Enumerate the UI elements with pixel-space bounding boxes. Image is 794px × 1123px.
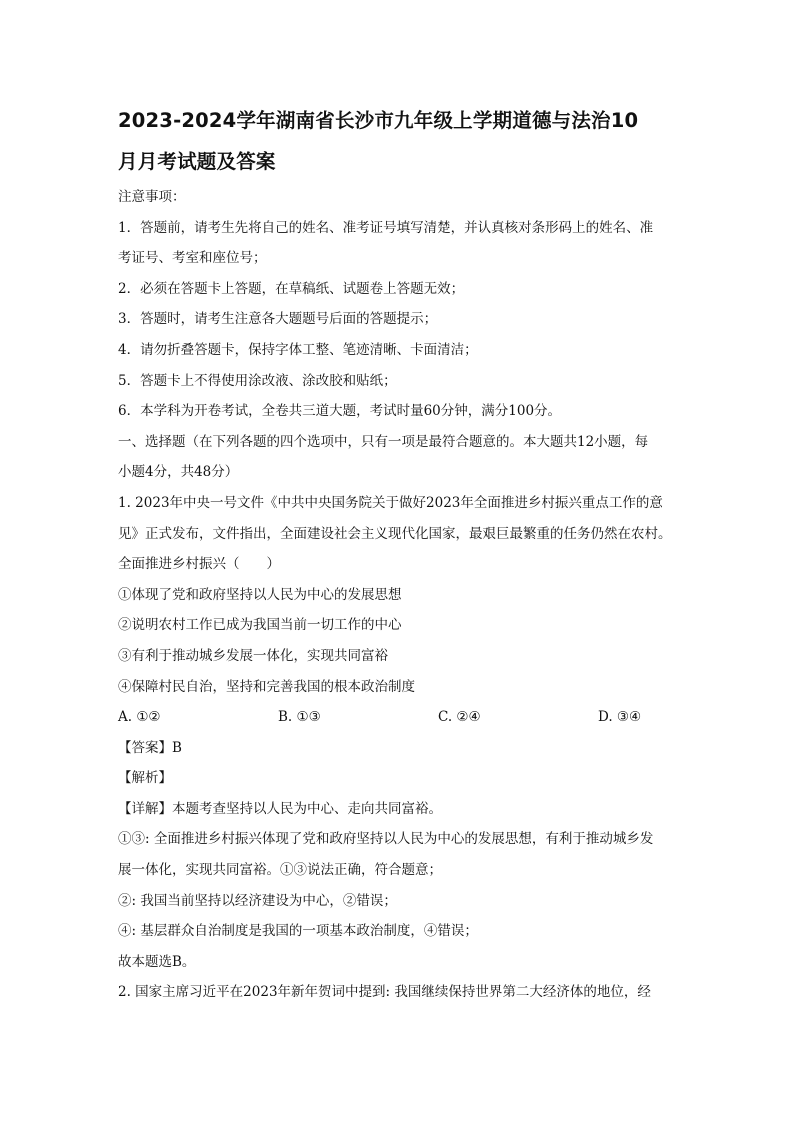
- document-title: [118, 100, 678, 182]
- notice-item: 4．请勿折叠答题卡，保持字体工整、笔迹清晰、卡面清洁；: [118, 341, 478, 358]
- detail-label: 【详解】本题考查坚持以人民为中心、走向共同富裕。: [118, 800, 442, 817]
- notice-item: 3．答题时，请考生注意各大题题号后面的答题提示；: [118, 311, 438, 328]
- option-d: D. ③④: [598, 709, 642, 726]
- answer-label: 【答案】B: [118, 739, 182, 756]
- conclusion-line: 故本题选B。: [118, 953, 196, 970]
- analysis-label: 【解析】: [118, 770, 172, 787]
- notice-item: 考证号、考室和座位号；: [118, 250, 267, 267]
- question-1-item: ④保障村民自治，坚持和完善我国的根本政治制度: [118, 678, 415, 695]
- notice-item: 5．答题卡上不得使用涂改液、涂改胶和贴纸；: [118, 372, 397, 389]
- notice-item: 2．必须在答题卡上答题，在草稿纸、试题卷上答题无效；: [118, 280, 465, 297]
- document-page: [118, 100, 678, 1008]
- question-1-options: [118, 702, 678, 733]
- option-a: A. ①②: [118, 709, 161, 726]
- question-1-item: ②说明农村工作已成为我国当前一切工作的中心: [118, 617, 402, 634]
- section-heading: 一、选择题（在下列各题的四个选项中，只有一项是最符合题意的。本大题共12小题，每: [118, 433, 649, 450]
- explanation-line: ②: 我国当前坚持以经济建设为中心，②错误；: [118, 892, 397, 909]
- option-b: B. ①③: [278, 709, 321, 726]
- question-1-item: ③有利于推动城乡发展一体化，实现共同富裕: [118, 647, 388, 664]
- notice-item: 1．答题前，请考生先将自己的姓名、准考证号填写清楚，并认真核对条形码上的姓名、准: [118, 219, 654, 236]
- question-2-stem: 2. 国家主席习近平在2023年新年贺词中提到: 我国继续保持世界第二大经济体的地位，经: [118, 984, 651, 1001]
- explanation-line: ④: 基层群众自治制度是我国的一项基本政治制度，④错误；: [118, 923, 478, 940]
- question-1-stem-cont: 见》正式发布，文件指出，全面建设社会主义现代化国家，最艰巨最繁重的任务仍然在农村。: [118, 525, 672, 542]
- section-heading-cont: 小题4分，共48分）: [118, 464, 239, 481]
- title-line-2: 月月考试题及答案: [118, 150, 276, 173]
- notice-heading: 注意事项：: [118, 189, 186, 205]
- explanation-line: ①③: 全面推进乡村振兴体现了党和政府坚持以人民为中心的发展思想，有利于推动城乡发: [118, 831, 654, 848]
- question-1-item: ①体现了党和政府坚持以人民为中心的发展思想: [118, 586, 402, 603]
- question-1-stem: 1. 2023年中央一号文件《中共中央国务院关于做好2023年全面推进乡村振兴重点工作的意: [118, 494, 663, 511]
- title-line-1: 2023-2024学年湖南省长沙市九年级上学期道德与法治10: [118, 109, 639, 132]
- notice-item: 6．本学科为开卷考试，全卷共三道大题，考试时量60分钟，满分100分。: [118, 403, 562, 420]
- explanation-line: 展一体化，实现共同富裕。①③说法正确，符合题意；: [118, 862, 442, 879]
- question-1-stem-cont: 全面推进乡村振兴（ ）: [118, 556, 280, 573]
- option-c: C. ②④: [438, 709, 481, 726]
